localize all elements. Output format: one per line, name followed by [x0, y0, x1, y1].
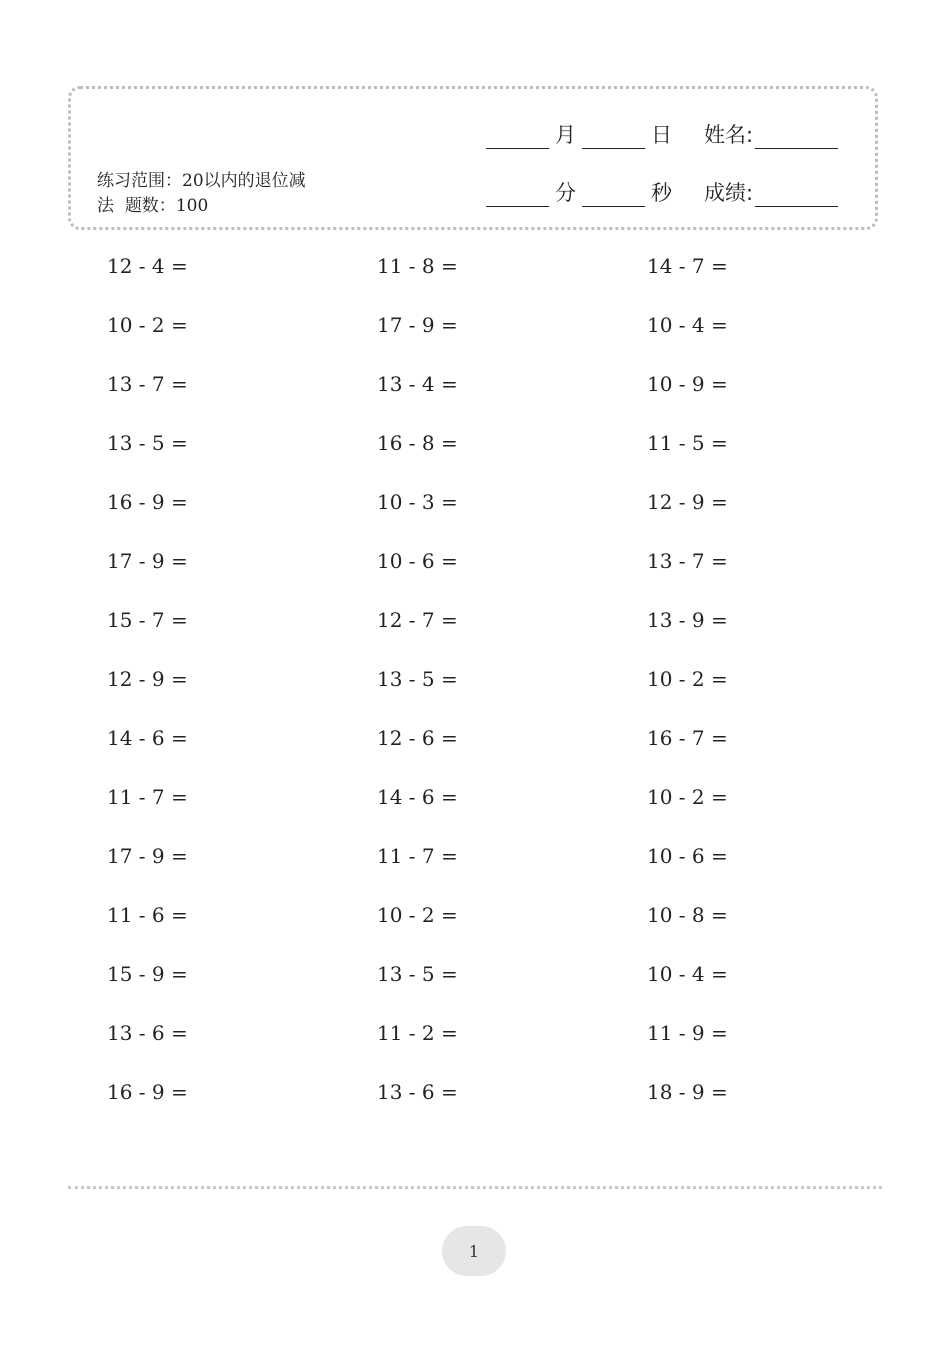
second-label: 秒 [651, 181, 672, 205]
problem: 12 - 4 = [107, 254, 188, 278]
problem: 15 - 9 = [107, 962, 188, 986]
month-label: 月 [555, 123, 576, 147]
problem: 12 - 9 = [647, 490, 728, 514]
count-label: 题数： [124, 196, 176, 216]
worksheet-header [68, 86, 878, 230]
problem: 17 - 9 = [377, 313, 458, 337]
scope-label: 练习范围： [97, 171, 182, 191]
problem: 10 - 4 = [647, 962, 728, 986]
problem: 13 - 9 = [647, 608, 728, 632]
problem: 10 - 3 = [377, 490, 458, 514]
problem: 11 - 9 = [647, 1021, 728, 1045]
day-blank[interactable] [582, 128, 645, 149]
minute-blank[interactable] [486, 186, 549, 207]
problem: 14 - 6 = [377, 785, 458, 809]
problem: 10 - 9 = [647, 372, 728, 396]
problem: 13 - 7 = [647, 549, 728, 573]
problem: 13 - 5 = [377, 667, 458, 691]
problem: 11 - 7 = [107, 785, 188, 809]
problem-grid [107, 250, 867, 1135]
date-name-row [486, 119, 838, 149]
problem: 13 - 5 = [107, 431, 188, 455]
scope-value-text: 以内的退位减法 [97, 171, 306, 216]
score-blank[interactable] [755, 186, 838, 207]
problem: 16 - 7 = [647, 726, 728, 750]
problem: 11 - 5 = [647, 431, 728, 455]
name-blank[interactable] [755, 128, 838, 149]
minute-label: 分 [555, 181, 576, 205]
problem: 11 - 8 = [377, 254, 458, 278]
problem: 12 - 9 = [107, 667, 188, 691]
problem: 10 - 6 = [377, 549, 458, 573]
problem: 14 - 7 = [647, 254, 728, 278]
problem: 13 - 6 = [107, 1021, 188, 1045]
month-blank[interactable] [486, 128, 549, 149]
page-number: 1 [468, 1241, 480, 1261]
problem: 10 - 2 = [647, 785, 728, 809]
problem: 18 - 9 = [647, 1080, 728, 1104]
problem: 10 - 2 = [647, 667, 728, 691]
problem: 10 - 8 = [647, 903, 728, 927]
second-blank[interactable] [582, 186, 645, 207]
problem: 10 - 4 = [647, 313, 728, 337]
scope-value-number: 20 [182, 171, 204, 191]
page-number-badge [442, 1226, 506, 1276]
problem: 16 - 9 = [107, 1080, 188, 1104]
problem: 10 - 6 = [647, 844, 728, 868]
problem: 13 - 6 = [377, 1080, 458, 1104]
problem: 11 - 2 = [377, 1021, 458, 1045]
name-label: 姓名: [704, 123, 754, 147]
problem: 17 - 9 = [107, 844, 188, 868]
problem: 10 - 2 = [107, 313, 188, 337]
problem: 16 - 9 = [107, 490, 188, 514]
problem: 13 - 5 = [377, 962, 458, 986]
problem: 11 - 6 = [107, 903, 188, 927]
exercise-scope [97, 169, 347, 219]
problem: 11 - 7 = [377, 844, 458, 868]
footer-divider [68, 1186, 882, 1189]
problem: 14 - 6 = [107, 726, 188, 750]
problem: 16 - 8 = [377, 431, 458, 455]
problem: 17 - 9 = [107, 549, 188, 573]
score-label: 成绩: [704, 181, 754, 205]
day-label: 日 [651, 123, 672, 147]
problem: 15 - 7 = [107, 608, 188, 632]
count-value: 100 [175, 196, 209, 216]
time-score-row [486, 177, 838, 207]
problem: 10 - 2 = [377, 903, 458, 927]
problem: 12 - 7 = [377, 608, 458, 632]
problem: 13 - 7 = [107, 372, 188, 396]
problem: 13 - 4 = [377, 372, 458, 396]
problem: 12 - 6 = [377, 726, 458, 750]
